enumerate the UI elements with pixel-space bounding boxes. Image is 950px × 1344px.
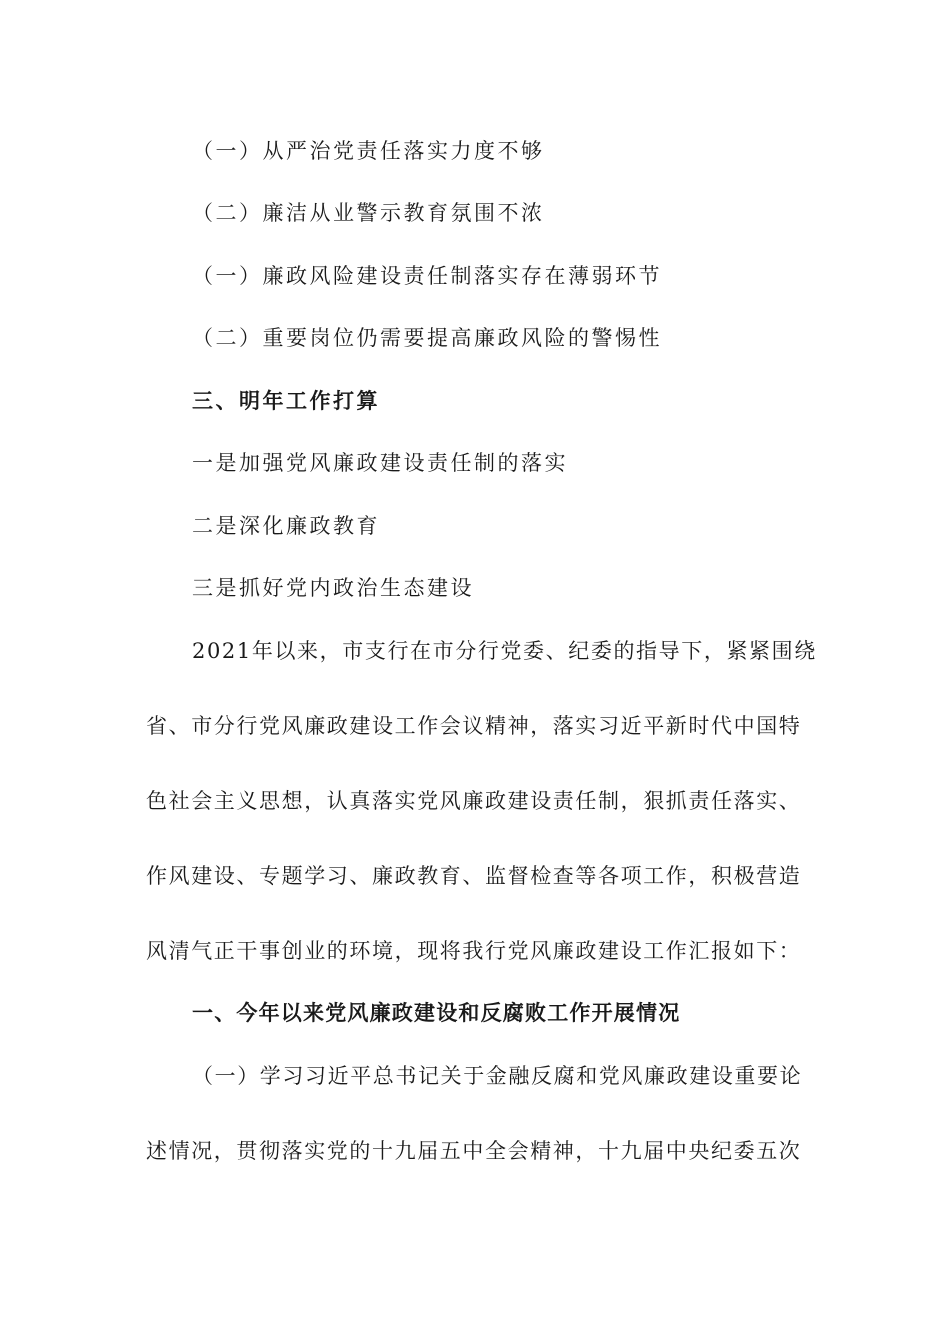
- subsection-one-line-1: （一）学习习近平总书记关于金融反腐和党风廉政建设重要论: [192, 1064, 803, 1088]
- plan-item-3: 三是抓好党内政治生态建设: [192, 576, 474, 600]
- intro-paragraph-line-2: 省、市分行党风廉政建设工作会议精神，落实习近平新时代中国特: [146, 714, 802, 738]
- item-one-risk-responsibility: （一）廉政风险建设责任制落实存在薄弱环节: [192, 264, 662, 288]
- intro-paragraph-line-5: 风清气正干事创业的环境，现将我行党风廉政建设工作汇报如下：: [146, 939, 802, 963]
- intro-paragraph-line-4: 作风建设、专题学习、廉政教育、监督检查等各项工作，积极营造: [146, 864, 802, 888]
- item-two-key-positions: （二）重要岗位仍需要提高廉政风险的警惕性: [192, 326, 662, 350]
- intro-paragraph-line-1: 2021年以来，市支行在市分行党委、纪委的指导下，紧紧围绕: [192, 639, 817, 663]
- item-one-party-responsibility: （一）从严治党责任落实力度不够: [192, 139, 545, 163]
- intro-paragraph-line-3: 色社会主义思想，认真落实党风廉政建设责任制，狠抓责任落实、: [146, 789, 802, 813]
- subsection-one-line-2: 述情况，贯彻落实党的十九届五中全会精神，十九届中央纪委五次: [146, 1139, 802, 1163]
- section-heading-anti-corruption: 一、今年以来党风廉政建设和反腐败工作开展情况: [192, 1000, 681, 1025]
- section-heading-next-year-plan: 三、明年工作打算: [192, 388, 380, 413]
- item-two-warning-education: （二）廉洁从业警示教育氛围不浓: [192, 201, 545, 225]
- plan-item-1: 一是加强党风廉政建设责任制的落实: [192, 451, 568, 475]
- plan-item-2: 二是深化廉政教育: [192, 514, 380, 538]
